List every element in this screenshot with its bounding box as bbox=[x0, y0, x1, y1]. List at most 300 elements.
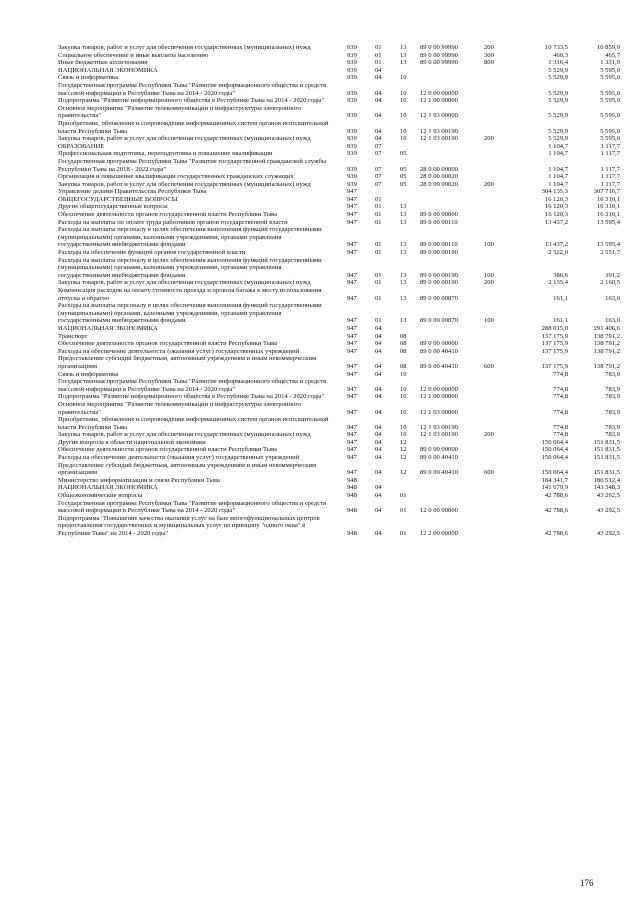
subsection-code: 08 bbox=[400, 347, 407, 355]
table-row bbox=[0, 279, 640, 287]
section-code: 04 bbox=[375, 347, 382, 355]
table-row bbox=[0, 120, 640, 135]
target-article-code: 89 0 00 00190 bbox=[420, 279, 458, 287]
ministry-code: 947 bbox=[347, 347, 357, 355]
ministry-code: 947 bbox=[347, 431, 357, 439]
target-article-code: 12 1 03 00190 bbox=[420, 423, 458, 431]
section-code: 01 bbox=[375, 218, 382, 226]
row-name: Расходы на обеспечение функций органов государственной власти bbox=[58, 249, 246, 257]
amount-year-1: 386,6 bbox=[553, 271, 568, 279]
expense-type-code: 200 bbox=[484, 180, 494, 188]
section-code: 04 bbox=[375, 74, 382, 82]
ministry-code: 948 bbox=[347, 476, 357, 484]
target-article-code: 89 0 00 40410 bbox=[420, 347, 458, 355]
ministry-code: 947 bbox=[347, 195, 357, 203]
subsection-code: 01 bbox=[400, 530, 407, 537]
amount-year-1: 774,8 bbox=[553, 431, 568, 439]
row-name: Расходы на выплаты по оплате труда работников органов государственной власти bbox=[58, 218, 288, 226]
subsection-code: 13 bbox=[400, 59, 407, 67]
ministry-code: 939 bbox=[347, 165, 357, 173]
table-row bbox=[0, 52, 640, 60]
ministry-code: 947 bbox=[347, 454, 357, 462]
amount-year-1: 774,8 bbox=[553, 423, 568, 431]
target-article-code: 89 0 00 40410 bbox=[420, 362, 458, 370]
amount-year-1: 460,3 bbox=[553, 51, 568, 59]
ministry-code: 947 bbox=[347, 317, 357, 325]
amount-year-1: 150 064,4 bbox=[541, 469, 568, 477]
amount-year-2: 186 512,4 bbox=[593, 476, 620, 484]
table-row bbox=[0, 333, 640, 341]
amount-year-2: 1 117,7 bbox=[600, 142, 620, 150]
amount-year-2: 138 791,2 bbox=[593, 347, 620, 355]
amount-year-1: 150 064,4 bbox=[541, 438, 568, 446]
row-name: Расходы на выплаты персоналу в целях обеспечения выполнения функций государственными (муниципальными) органами, казенными учреждениями, органами управления государственными внебюджетными фондами bbox=[58, 226, 322, 249]
section-code: 07 bbox=[375, 165, 382, 173]
subsection-code: 10 bbox=[400, 74, 407, 82]
row-name: Предоставление субсидий бюджетным, автономным учреждениям и иным некоммерческим организациям bbox=[58, 355, 317, 370]
amount-year-1: 5 529,9 bbox=[548, 112, 568, 120]
row-name: ОБЩЕГОСУДАРСТВЕННЫЕ ВОПРОСЫ bbox=[58, 195, 178, 203]
expense-type-code: 100 bbox=[484, 241, 494, 249]
section-code: 01 bbox=[375, 59, 382, 67]
amount-year-2: 1 117,7 bbox=[600, 173, 620, 181]
amount-year-1: 137 175,9 bbox=[541, 332, 568, 340]
table-row bbox=[0, 431, 640, 439]
section-code: 04 bbox=[375, 408, 382, 416]
row-name: Обеспечение деятельности органов государственной власти Республики Тыва bbox=[58, 211, 278, 219]
amount-year-1: 137 175,9 bbox=[541, 347, 568, 355]
amount-year-2: 16 310,1 bbox=[596, 195, 620, 203]
row-name: Подпрограмма "Повышение качества оказания услуг на базе многофункциональных центров предоставления государственных и муниципальных услуг по принципу "одного окна" в Республике Тыва" на 2014 - 2020 годы" bbox=[58, 514, 320, 537]
row-name: НАЦИОНАЛЬНАЯ ЭКОНОМИКА bbox=[58, 324, 158, 332]
row-name: НАЦИОНАЛЬНАЯ ЭКОНОМИКА bbox=[58, 66, 158, 74]
target-article-code: 28 0 00 00020 bbox=[420, 173, 458, 181]
section-code: 04 bbox=[375, 423, 382, 431]
target-article-code: 89 0 00 40410 bbox=[420, 469, 458, 477]
amount-year-2: 16 310,1 bbox=[596, 211, 620, 219]
table-row bbox=[0, 439, 640, 447]
section-code: 04 bbox=[375, 385, 382, 393]
row-name: Компенсация расходов на оплату стоимости проезда и провоза багажа к месту использования отпуска и обратно bbox=[58, 287, 322, 302]
amount-year-2: 43 292,5 bbox=[596, 507, 620, 515]
table-row bbox=[0, 97, 640, 105]
amount-year-1: 5 529,9 bbox=[548, 135, 568, 143]
section-code: 04 bbox=[375, 135, 382, 143]
amount-year-2: 138 791,2 bbox=[593, 362, 620, 370]
amount-year-2: 1 331,9 bbox=[600, 59, 620, 67]
section-code: 04 bbox=[375, 492, 382, 500]
ministry-code: 947 bbox=[347, 324, 357, 332]
target-article-code: 12 0 00 00000 bbox=[420, 507, 458, 515]
section-code: 04 bbox=[375, 446, 382, 454]
target-article-code: 12 1 00 00000 bbox=[420, 97, 458, 105]
section-code: 04 bbox=[375, 324, 382, 332]
amount-year-2: 163,0 bbox=[605, 294, 620, 302]
section-code: 04 bbox=[375, 340, 382, 348]
row-name: Организация и повышение квалификации государственных гражданских служащих bbox=[58, 173, 294, 181]
ministry-code: 947 bbox=[347, 203, 357, 211]
amount-year-1: 16 120,3 bbox=[544, 203, 568, 211]
row-name: Расходы на выплаты персоналу в целях обеспечения выполнения функций государственными (муниципальными) органами, казенными учреждениями, органами управления государственными внебюджетными фондами bbox=[58, 256, 322, 279]
subsection-code: 01 bbox=[400, 492, 407, 500]
amount-year-1: 288 015,0 bbox=[541, 324, 568, 332]
amount-year-1: 42 788,6 bbox=[544, 507, 568, 515]
subsection-code: 10 bbox=[400, 431, 407, 439]
target-article-code: 28 0 00 00000 bbox=[420, 165, 458, 173]
row-name: Расходы на обеспечение деятельности (оказания услуг) государственных учреждений bbox=[58, 454, 300, 462]
subsection-code: 05 bbox=[400, 180, 407, 188]
expense-type-code: 600 bbox=[484, 469, 494, 477]
target-article-code: 89 0 00 00110 bbox=[420, 241, 458, 249]
table-row bbox=[0, 500, 640, 515]
section-code: 01 bbox=[375, 249, 382, 257]
amount-year-2: 783,9 bbox=[605, 370, 620, 378]
section-code: 01 bbox=[375, 279, 382, 287]
row-name: Основное мероприятие "Развитие телекоммуникации и инфраструктуры электронного правительства" bbox=[58, 400, 302, 416]
expense-type-code: 200 bbox=[484, 279, 494, 287]
target-article-code: 12 0 00 00000 bbox=[420, 89, 458, 97]
row-name: Государственная программа Республики Тыва "Развитие информационного общества и средств массовой информации в Республике Тыва на 2014 - 2020 годы" bbox=[58, 81, 327, 97]
subsection-code: 13 bbox=[400, 241, 407, 249]
row-name: Закупка товаров, работ и услуг для обеспечения государственных (муниципальных) нужд bbox=[58, 279, 311, 287]
subsection-code: 08 bbox=[400, 362, 407, 370]
subsection-code: 12 bbox=[400, 438, 407, 446]
table-row bbox=[0, 378, 640, 393]
ministry-code: 948 bbox=[347, 484, 357, 492]
section-code: 07 bbox=[375, 142, 382, 150]
amount-year-1: 774,8 bbox=[553, 393, 568, 401]
amount-year-2: 2 160,5 bbox=[600, 279, 620, 287]
section-code: 04 bbox=[375, 507, 382, 515]
row-name: Подпрограмма "Развитие информационного общества в Республике Тыва на 2014 - 2020 годы" bbox=[58, 393, 325, 401]
ministry-code: 947 bbox=[347, 408, 357, 416]
amount-year-1: 1 104,7 bbox=[548, 150, 568, 158]
ministry-code: 947 bbox=[347, 332, 357, 340]
amount-year-2: 143 348,3 bbox=[593, 484, 620, 492]
ministry-code: 948 bbox=[347, 507, 357, 515]
table-row bbox=[0, 188, 640, 196]
table-row bbox=[0, 355, 640, 370]
amount-year-2: 5 595,0 bbox=[600, 97, 620, 105]
amount-year-1: 137 175,9 bbox=[541, 340, 568, 348]
amount-year-1: 1 104,7 bbox=[548, 173, 568, 181]
amount-year-2: 43 292,5 bbox=[596, 530, 620, 537]
section-code: 04 bbox=[375, 530, 382, 537]
amount-year-1: 16 120,3 bbox=[544, 211, 568, 219]
table-row bbox=[0, 173, 640, 181]
expense-type-code: 800 bbox=[484, 59, 494, 67]
table-row bbox=[0, 67, 640, 75]
target-article-code: 89 0 00 99990 bbox=[420, 59, 458, 67]
row-name: Подпрограмма "Развитие информационного общества в Республике Тыва на 2014 - 2020 годы" bbox=[58, 97, 325, 105]
subsection-code: 10 bbox=[400, 393, 407, 401]
expense-type-code: 200 bbox=[484, 135, 494, 143]
ministry-code: 939 bbox=[347, 44, 357, 51]
table-row bbox=[0, 340, 640, 348]
row-name: Государственная программа Республики Тыва "Развитие информационного общества и средств массовой информации в Республике Тыва на 2014 - 2020 годы" bbox=[58, 378, 327, 393]
target-article-code: 89 0 00 00190 bbox=[420, 271, 458, 279]
amount-year-1: 13 437,2 bbox=[544, 218, 568, 226]
row-name: Расходы на выплаты персоналу в целях обеспечения выполнения функций государственными (муниципальными) органами, казенными учреждениями, органами управления государственными внебюджетными фондами bbox=[58, 302, 322, 325]
ministry-code: 947 bbox=[347, 469, 357, 477]
table-row bbox=[0, 462, 640, 477]
ministry-code: 939 bbox=[347, 173, 357, 181]
amount-year-1: 10 733,5 bbox=[544, 44, 568, 51]
section-code: 01 bbox=[375, 241, 382, 249]
ministry-code: 939 bbox=[347, 97, 357, 105]
budget-table bbox=[0, 44, 640, 538]
row-name: Другие вопросы в области национальной экономики bbox=[58, 438, 206, 446]
ministry-code: 939 bbox=[347, 142, 357, 150]
table-row bbox=[0, 196, 640, 204]
amount-year-1: 161,1 bbox=[553, 317, 568, 325]
subsection-code: 13 bbox=[400, 44, 407, 51]
ministry-code: 947 bbox=[347, 294, 357, 302]
target-article-code: 89 0 00 00870 bbox=[420, 317, 458, 325]
ministry-code: 947 bbox=[347, 385, 357, 393]
table-row bbox=[0, 477, 640, 485]
row-name: Закупка товаров, работ и услуг для обеспечения государственных (муниципальных) нужд bbox=[58, 135, 311, 143]
subsection-code: 10 bbox=[400, 97, 407, 105]
table-row bbox=[0, 44, 640, 52]
table-row bbox=[0, 82, 640, 97]
table-row bbox=[0, 158, 640, 173]
amount-year-1: 141 679,9 bbox=[541, 484, 568, 492]
row-name: Связь и информатика bbox=[58, 74, 119, 82]
target-article-code: 89 0 00 00000 bbox=[420, 446, 458, 454]
amount-year-2: 1 117,7 bbox=[600, 150, 620, 158]
amount-year-2: 391,2 bbox=[605, 271, 620, 279]
amount-year-1: 16 120,3 bbox=[544, 195, 568, 203]
subsection-code: 10 bbox=[400, 89, 407, 97]
amount-year-2: 783,9 bbox=[605, 431, 620, 439]
subsection-code: 13 bbox=[400, 249, 407, 257]
ministry-code: 948 bbox=[347, 492, 357, 500]
amount-year-1: 150 064,4 bbox=[541, 454, 568, 462]
table-row bbox=[0, 105, 640, 120]
amount-year-1: 42 788,6 bbox=[544, 530, 568, 537]
target-article-code: 12 1 03 00190 bbox=[420, 135, 458, 143]
amount-year-2: 783,9 bbox=[605, 385, 620, 393]
expense-type-code: 600 bbox=[484, 362, 494, 370]
row-name: Приобретение, обновление и сопровождение информационных систем органов исполнительной власти Республики Тыва bbox=[58, 416, 329, 431]
row-name: Закупка товаров, работ и услуг для обеспечения государственных (муниципальных) нужд bbox=[58, 180, 311, 188]
section-code: 01 bbox=[375, 44, 382, 51]
row-name: Иные бюджетные ассигнования bbox=[58, 59, 148, 67]
section-code: 04 bbox=[375, 484, 382, 492]
subsection-code: 10 bbox=[400, 385, 407, 393]
ministry-code: 947 bbox=[347, 423, 357, 431]
section-code: 07 bbox=[375, 180, 382, 188]
amount-year-2: 151 831,5 bbox=[593, 438, 620, 446]
amount-year-2: 2 551,7 bbox=[600, 249, 620, 257]
amount-year-2: 138 791,2 bbox=[593, 340, 620, 348]
section-code: 01 bbox=[375, 195, 382, 203]
amount-year-2: 16 310,1 bbox=[596, 203, 620, 211]
subsection-code: 05 bbox=[400, 150, 407, 158]
ministry-code: 939 bbox=[347, 59, 357, 67]
section-code: 04 bbox=[375, 469, 382, 477]
amount-year-1: 1 104,7 bbox=[548, 180, 568, 188]
target-article-code: 12 1 03 00190 bbox=[420, 431, 458, 439]
amount-year-1: 5 529,9 bbox=[548, 127, 568, 135]
table-row bbox=[0, 416, 640, 431]
amount-year-2: 13 595,4 bbox=[596, 241, 620, 249]
table-row bbox=[0, 446, 640, 454]
expense-type-code: 100 bbox=[484, 317, 494, 325]
ministry-code: 948 bbox=[347, 530, 357, 537]
ministry-code: 947 bbox=[347, 279, 357, 287]
table-row bbox=[0, 249, 640, 257]
table-row bbox=[0, 219, 640, 227]
subsection-code: 13 bbox=[400, 271, 407, 279]
row-name: Приобретение, обновление и сопровождение информационных систем органов исполнительной власти Республики Тыва bbox=[58, 119, 329, 135]
target-article-code: 12 1 03 00000 bbox=[420, 112, 458, 120]
target-article-code: 89 0 00 00870 bbox=[420, 294, 458, 302]
section-code: 04 bbox=[375, 438, 382, 446]
ministry-code: 947 bbox=[347, 241, 357, 249]
ministry-code: 947 bbox=[347, 249, 357, 257]
amount-year-1: 161,1 bbox=[553, 294, 568, 302]
amount-year-2: 138 791,2 bbox=[593, 332, 620, 340]
section-code: 04 bbox=[375, 362, 382, 370]
subsection-code: 08 bbox=[400, 340, 407, 348]
table-row bbox=[0, 401, 640, 416]
subsection-code: 10 bbox=[400, 423, 407, 431]
ministry-code: 939 bbox=[347, 66, 357, 74]
ministry-code: 947 bbox=[347, 188, 357, 196]
subsection-code: 13 bbox=[400, 294, 407, 302]
table-row bbox=[0, 143, 640, 151]
amount-year-2: 151 831,5 bbox=[593, 469, 620, 477]
table-row bbox=[0, 181, 640, 189]
amount-year-1: 2 522,0 bbox=[548, 249, 568, 257]
amount-year-1: 774,8 bbox=[553, 408, 568, 416]
section-code: 04 bbox=[375, 97, 382, 105]
ministry-code: 939 bbox=[347, 112, 357, 120]
subsection-code: 12 bbox=[400, 469, 407, 477]
ministry-code: 947 bbox=[347, 393, 357, 401]
section-code: 01 bbox=[375, 51, 382, 59]
subsection-code: 10 bbox=[400, 408, 407, 416]
page-number: 176 bbox=[580, 878, 594, 888]
target-article-code: 12 0 00 00000 bbox=[420, 385, 458, 393]
section-code: 07 bbox=[375, 150, 382, 158]
ministry-code: 939 bbox=[347, 127, 357, 135]
row-name: ОБРАЗОВАНИЕ bbox=[58, 142, 105, 150]
row-name: Управление делами Правительства Республики Тыва bbox=[58, 188, 207, 196]
table-row bbox=[0, 454, 640, 462]
row-name: Основное мероприятие "Развитие телекоммуникации и инфраструктуры электронного правительства" bbox=[58, 104, 302, 120]
row-name: Общеэкономические вопросы bbox=[58, 492, 143, 500]
amount-year-2: 5 595,0 bbox=[600, 74, 620, 82]
amount-year-2: 783,9 bbox=[605, 393, 620, 401]
ministry-code: 947 bbox=[347, 218, 357, 226]
table-row bbox=[0, 287, 640, 302]
amount-year-1: 304 135,3 bbox=[541, 188, 568, 196]
subsection-code: 10 bbox=[400, 370, 407, 378]
amount-year-1: 137 175,9 bbox=[541, 362, 568, 370]
table-row bbox=[0, 492, 640, 500]
section-code: 04 bbox=[375, 370, 382, 378]
target-article-code: 89 0 00 00190 bbox=[420, 249, 458, 257]
row-name: Обеспечение деятельности органов государственной власти Республики Тыва bbox=[58, 446, 278, 454]
amount-year-1: 5 529,9 bbox=[548, 97, 568, 105]
expense-type-code: 100 bbox=[484, 271, 494, 279]
amount-year-2: 5 595,0 bbox=[600, 66, 620, 74]
ministry-code: 947 bbox=[347, 340, 357, 348]
section-code: 04 bbox=[375, 454, 382, 462]
table-row bbox=[0, 226, 640, 249]
amount-year-2: 465,7 bbox=[605, 51, 620, 59]
target-article-code: 89 0 00 00000 bbox=[420, 211, 458, 219]
section-code: 04 bbox=[375, 332, 382, 340]
expense-type-code: 200 bbox=[484, 44, 494, 51]
table-row bbox=[0, 150, 640, 158]
table-row bbox=[0, 74, 640, 82]
amount-year-1: 184 341,7 bbox=[541, 476, 568, 484]
table-row bbox=[0, 59, 640, 67]
target-article-code: 89 0 00 40410 bbox=[420, 454, 458, 462]
ministry-code: 939 bbox=[347, 150, 357, 158]
subsection-code: 05 bbox=[400, 165, 407, 173]
table-row bbox=[0, 325, 640, 333]
section-code: 01 bbox=[375, 211, 382, 219]
amount-year-1: 1 104,7 bbox=[548, 165, 568, 173]
amount-year-1: 5 529,9 bbox=[548, 74, 568, 82]
section-code: 04 bbox=[375, 127, 382, 135]
table-row bbox=[0, 515, 640, 538]
ministry-code: 939 bbox=[347, 74, 357, 82]
ministry-code: 947 bbox=[347, 438, 357, 446]
amount-year-2: 13 595,4 bbox=[596, 218, 620, 226]
row-name: Транспорт bbox=[58, 332, 88, 340]
subsection-code: 13 bbox=[400, 203, 407, 211]
amount-year-2: 783,9 bbox=[605, 423, 620, 431]
target-article-code: 89 0 00 00110 bbox=[420, 218, 458, 226]
ministry-code: 939 bbox=[347, 89, 357, 97]
section-code: 07 bbox=[375, 173, 382, 181]
ministry-code: 947 bbox=[347, 211, 357, 219]
section-code: 01 bbox=[375, 271, 382, 279]
amount-year-2: 151 831,5 bbox=[593, 446, 620, 454]
expense-type-code: 200 bbox=[484, 431, 494, 439]
amount-year-2: 43 292,5 bbox=[596, 492, 620, 500]
target-article-code: 89 0 00 99990 bbox=[420, 44, 458, 51]
subsection-code: 13 bbox=[400, 211, 407, 219]
amount-year-1: 42 788,6 bbox=[544, 492, 568, 500]
section-code: 04 bbox=[375, 431, 382, 439]
ministry-code: 947 bbox=[347, 271, 357, 279]
amount-year-1: 5 529,9 bbox=[548, 66, 568, 74]
ministry-code: 947 bbox=[347, 370, 357, 378]
table-row bbox=[0, 257, 640, 280]
ministry-code: 939 bbox=[347, 135, 357, 143]
section-code: 01 bbox=[375, 294, 382, 302]
amount-year-2: 5 595,0 bbox=[600, 135, 620, 143]
row-name: Государственная программа Республики Тыва "Развитие информационного общества и средств массовой информации в Республике Тыва на 2014 - 2020 годы" bbox=[58, 499, 327, 515]
amount-year-1: 774,8 bbox=[553, 385, 568, 393]
row-name: Закупка товаров, работ и услуг для обеспечения государственных (муниципальных) нужд bbox=[58, 44, 311, 51]
amount-year-1: 1 316,4 bbox=[548, 59, 568, 67]
target-article-code: 12 1 00 00000 bbox=[420, 393, 458, 401]
target-article-code: 28 0 00 00020 bbox=[420, 180, 458, 188]
row-name: Предоставление субсидий бюджетным, автономным учреждениям и иным некоммерческим организациям bbox=[58, 461, 317, 477]
section-code: 04 bbox=[375, 66, 382, 74]
amount-year-2: 163,0 bbox=[605, 317, 620, 325]
table-row bbox=[0, 302, 640, 325]
amount-year-2: 5 595,0 bbox=[600, 89, 620, 97]
